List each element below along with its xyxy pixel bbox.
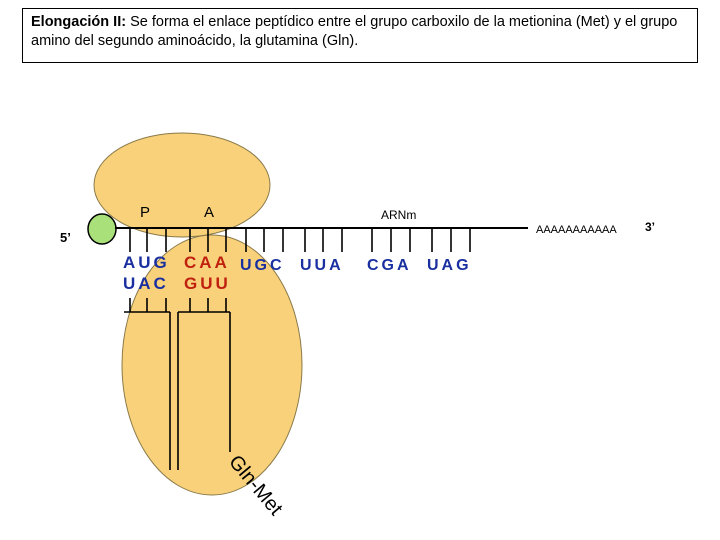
- mrna-codon-4: UUA: [300, 257, 344, 274]
- trna-anticodon-met: UAC: [123, 274, 169, 293]
- mrna-codon-a: CAA: [184, 253, 230, 272]
- mrna-codon-3: UGC: [240, 257, 285, 274]
- site-a-label: A: [204, 204, 215, 221]
- mrna-codon-5: CGA: [367, 257, 412, 274]
- caption-text: Se forma el enlace peptídico entre el grupo carboxilo de la metionina (Met) y el grupo amino del segundo aminoácido, la glutamina (Gln).: [31, 14, 678, 49]
- mrna-codon-p: AUG: [123, 253, 170, 272]
- trna-anticodon-gln: GUU: [184, 274, 231, 293]
- mrna-codon-6: UAG: [427, 257, 472, 274]
- poly-a-tail: AAAAAAAAAAA: [536, 224, 617, 236]
- five-prime-cap: [88, 214, 116, 244]
- mrna-label: ARNm: [381, 208, 417, 222]
- peptide-label: Gln-Met: [224, 451, 287, 520]
- site-p-label: P: [140, 204, 151, 221]
- ribosome-small-subunit: [94, 133, 270, 237]
- caption-lead: Elongación II:: [31, 14, 127, 30]
- five-prime-label: 5’: [60, 230, 71, 245]
- three-prime-label: 3’: [645, 220, 656, 234]
